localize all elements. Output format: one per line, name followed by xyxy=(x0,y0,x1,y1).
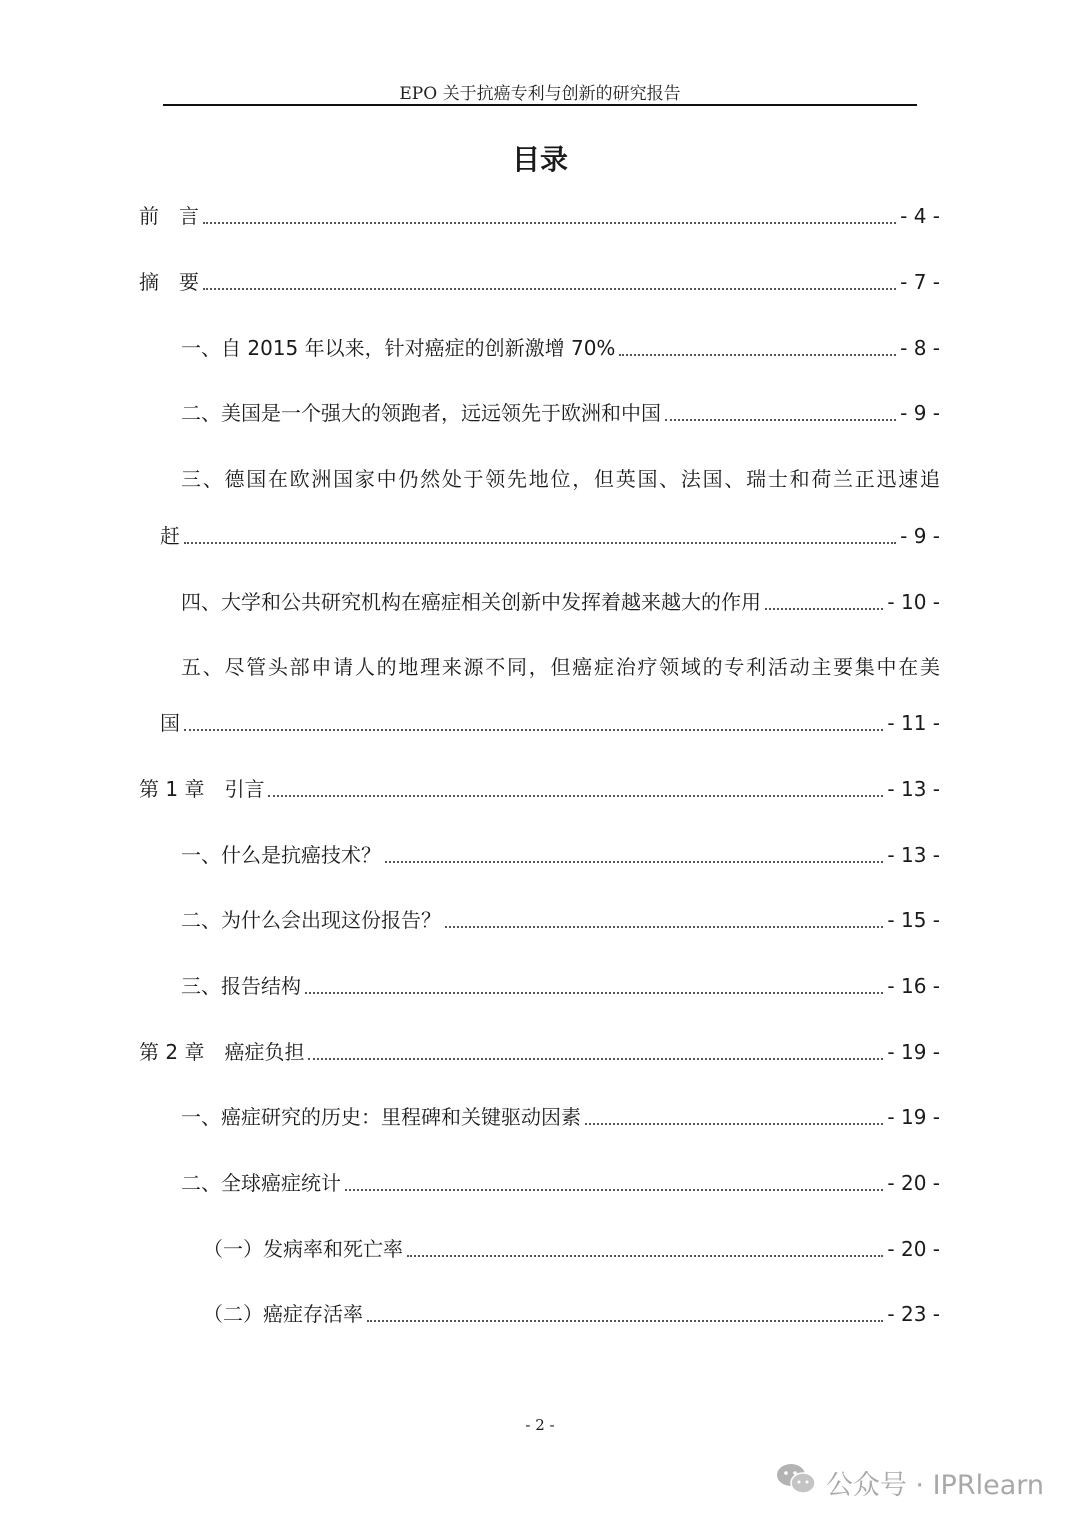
toc-leader xyxy=(385,861,883,863)
toc-leader xyxy=(184,729,883,731)
toc-entry-chapter-2-2-2[interactable] xyxy=(203,1297,940,1331)
toc-entry-page: - 20 - xyxy=(887,1171,940,1195)
toc-entry-page: - 7 - xyxy=(900,270,940,294)
toc-entry-page: - 19 - xyxy=(887,1105,940,1129)
toc-leader xyxy=(407,1255,883,1257)
toc-entry-text: 第 1 章 引言 xyxy=(139,777,265,801)
toc-entry-page: - 11 - xyxy=(887,711,940,735)
toc-entry-text: 一、什么是抗癌技术？ xyxy=(181,843,381,867)
toc-entry-page: - 9 - xyxy=(900,401,940,425)
toc-entry-chapter-2-1[interactable] xyxy=(181,1100,940,1134)
toc-entry-text: 国 xyxy=(160,711,180,735)
toc-leader xyxy=(268,795,883,797)
toc-leader xyxy=(345,1189,883,1191)
toc-entry-chapter-2-2-1[interactable] xyxy=(203,1232,940,1266)
toc-entry-page: - 8 - xyxy=(900,336,940,360)
toc-entry-abstract-3-line1[interactable]: 三、德国在欧洲国家中仍然处于领先地位，但英国、法国、瑞士和荷兰正迅速追 xyxy=(181,467,940,491)
toc-leader xyxy=(367,1320,883,1322)
toc-entry-page: - 13 - xyxy=(887,843,940,867)
toc-entry-text: （一）发病率和死亡率 xyxy=(203,1237,403,1261)
page-number: - 2 - xyxy=(525,1416,555,1434)
watermark-text: 公众号 · IPRlearn xyxy=(825,1470,1044,1501)
toc-entry-text: 第 2 章 癌症负担 xyxy=(139,1040,305,1064)
toc-entry-chapter-1-3[interactable] xyxy=(181,969,940,1003)
header-rule xyxy=(163,104,917,106)
toc-entry-abstract-4[interactable] xyxy=(181,585,940,619)
wechat-icon xyxy=(776,1462,816,1503)
toc-entry-text: 摘 要 xyxy=(139,270,199,294)
toc-entry-text: 三、报告结构 xyxy=(181,974,301,998)
toc-entry-text: 一、自 2015 年以来，针对癌症的创新激增 70% xyxy=(181,336,616,360)
toc-entry-page: - 19 - xyxy=(887,1040,940,1064)
toc-entry-page: - 15 - xyxy=(887,908,940,932)
toc-entry-chapter-1-2[interactable] xyxy=(181,903,940,937)
toc-entry-page: - 16 - xyxy=(887,974,940,998)
toc-entry-page: - 20 - xyxy=(887,1237,940,1261)
toc-entry-text: 二、美国是一个强大的领跑者，远远领先于欧洲和中国 xyxy=(181,401,661,425)
toc-entry-chapter-1[interactable] xyxy=(139,772,940,806)
toc-entry-abstract-2[interactable] xyxy=(181,396,940,430)
toc-entry-page: - 13 - xyxy=(887,777,940,801)
toc-leader xyxy=(184,542,896,544)
toc-entry-abstract[interactable] xyxy=(139,265,940,299)
toc-entry-preface[interactable] xyxy=(139,199,940,233)
toc-title: 目录 xyxy=(511,143,568,176)
toc-leader xyxy=(305,992,883,994)
toc-entry-chapter-2[interactable] xyxy=(139,1035,940,1069)
toc-entry-text: 二、为什么会出现这份报告？ xyxy=(181,908,441,932)
toc-entry-text: 二、全球癌症统计 xyxy=(181,1171,341,1195)
toc-leader xyxy=(308,1058,883,1060)
toc-entry-chapter-2-2[interactable] xyxy=(181,1166,940,1200)
toc-entry-chapter-1-1[interactable] xyxy=(181,838,940,872)
toc-entry-text: 赶 xyxy=(160,524,180,548)
toc-entry-page: - 4 - xyxy=(900,204,940,228)
toc-leader xyxy=(765,608,883,610)
toc-entry-page: - 23 - xyxy=(887,1302,940,1326)
toc-entry-abstract-5-line1[interactable]: 五、尽管头部申请人的地理来源不同，但癌症治疗领域的专利活动主要集中在美 xyxy=(181,655,940,679)
running-header: EPO 关于抗癌专利与创新的研究报告 xyxy=(399,84,681,104)
toc-entry-abstract-5[interactable] xyxy=(160,706,940,740)
watermark xyxy=(776,1462,1044,1503)
toc-entry-text: 前 言 xyxy=(139,204,199,228)
toc-leader xyxy=(445,926,883,928)
toc-leader xyxy=(619,354,896,356)
toc-entry-abstract-1[interactable] xyxy=(181,331,940,365)
toc-leader xyxy=(585,1123,883,1125)
toc-entry-page: - 9 - xyxy=(900,524,940,548)
toc-entry-text: 一、癌症研究的历史：里程碑和关键驱动因素 xyxy=(181,1105,581,1129)
toc-entry-text: 四、大学和公共研究机构在癌症相关创新中发挥着越来越大的作用 xyxy=(181,590,761,614)
toc-leader xyxy=(203,222,896,224)
toc-entry-page: - 10 - xyxy=(887,590,940,614)
toc-leader xyxy=(665,419,896,421)
toc-entry-text: （二）癌症存活率 xyxy=(203,1302,363,1326)
toc-entry-abstract-3[interactable] xyxy=(160,519,940,553)
toc-leader xyxy=(203,288,896,290)
